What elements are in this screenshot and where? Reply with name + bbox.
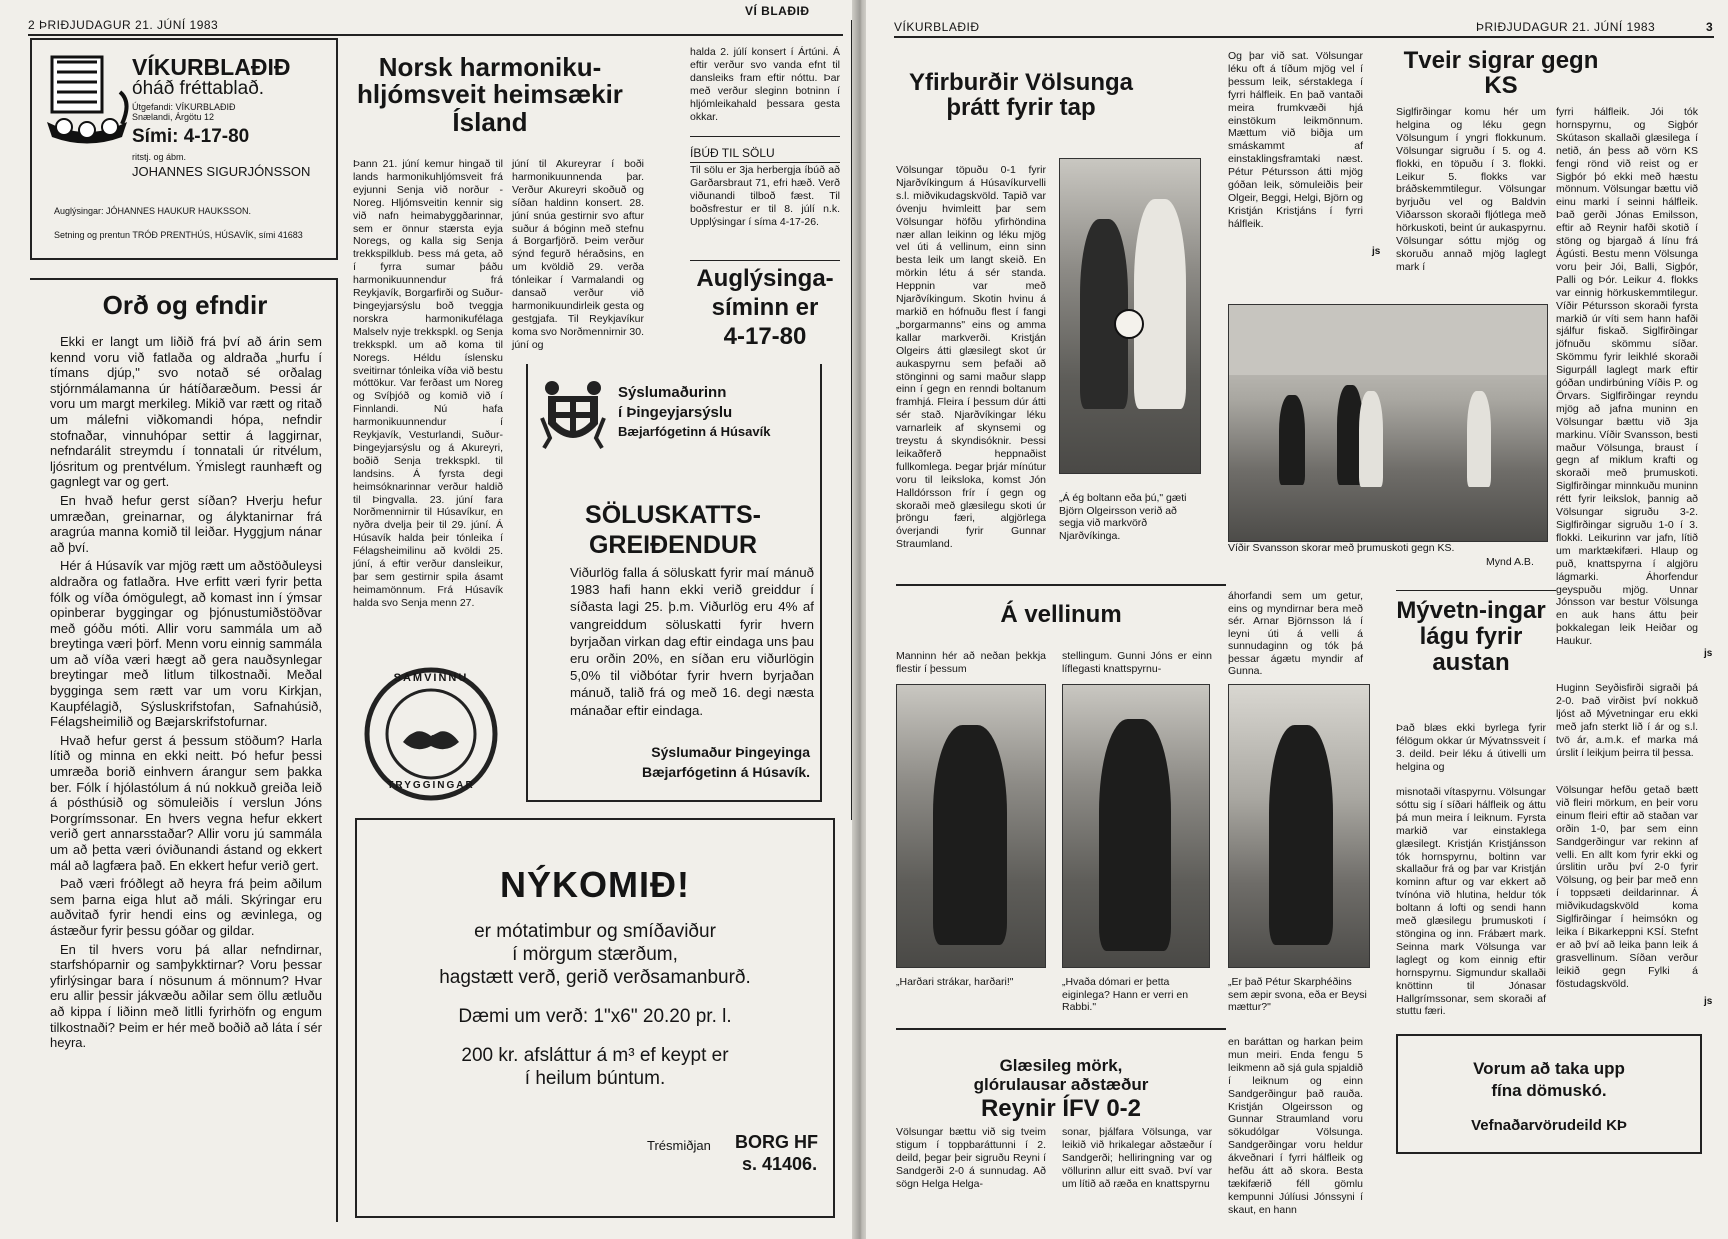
nykomid-body bbox=[357, 920, 833, 1090]
vellinum-caption-3: „Er það Pétur Skarphéðins sem æpir svona, eða er Beysi mættur?" bbox=[1228, 976, 1367, 1013]
nykomid-ad bbox=[355, 818, 835, 1218]
tveir-photo-credit: Mynd A.B. bbox=[1486, 556, 1534, 568]
reynir-headline-1: Glæsileg mörk, bbox=[999, 1056, 1123, 1075]
player-figure bbox=[1134, 199, 1186, 409]
myvetningar-headline: Mývetn-ingar lágu fyrir austan bbox=[1396, 597, 1546, 676]
auglysinga-line2: síminn er bbox=[711, 294, 819, 321]
nykomid-headline: NÝKOMIÐ! bbox=[500, 864, 690, 905]
reynir-col-right: Völsungar hefðu getað bætt við fleiri mörkum, en þeir voru einum fleiri eftir að staðan var orðin 1-0, þar sem einn Sandgerðingur var rekinn af velli. En allt kom fyrir ekki og úrslitin urðu því 2-0 fyrir Völsung, og þeir þar með enn í toppsæti deildarinnar. Á miðvikudagskvöld koma Siglfirðingar í heimsókn og leika í Bikarkeppni KSÍ. Stefnt er að því að leika þann leik á grasvellinum. Síðan verður leikið gegn Fylki á föstudagskvöld. bbox=[1556, 784, 1698, 990]
masthead-editor-label: ritstj. og ábm. bbox=[132, 152, 187, 162]
reynir-headline-block bbox=[896, 1056, 1226, 1124]
soluskatt-sign2: Bæjarfógetinn á Húsavík. bbox=[641, 764, 810, 780]
person-figure bbox=[1099, 719, 1171, 951]
vellinum-photo-1 bbox=[896, 684, 1046, 968]
right-page bbox=[866, 0, 1728, 1239]
masthead-phone: Sími: 4-17-80 bbox=[132, 126, 250, 147]
yfirburdir-col1: Völsungar töpuðu 0-1 fyrir Njarðvíkingum á Húsavíkurvelli s.l. miðvikudagskvöld. Tapið var óvenju hvimleitt þar sem Völsungar höfðu yfirhöndina nær allan leikinn og léku mjög vel úti á vellinum, einn sinn besta leik um langt skeið. En mörkin létu á sér standa. Heppnin var með Njarðvíkingum. Skotin hvinu á markið en hófnuðu flest í fangi „borgarmanns" eins og amma kallar markverði. Kristján Olgeirs átti glæsilegt skot úr aukaspyrnu sem þefaði að stönginni og sami maður slapp einn í gegn en renndi boltanum framhjá. Fleira í þessum dúr átti sér stað. Njarðvíkingar léku varnarleik af skynsemi og treystu á skyndisóknir. Þessi leikaðferð heppnaðist fullkomlega. Þegar þrjár mínútur voru til leiksloka, komst Jón Halldórsson frír í gegn og skoraði með glæsilegu skoti úr þröngu færi, algjörlega óverjandi fyrir Gunnar Straumland. bbox=[896, 164, 1046, 551]
ibud-heading: ÍBÚÐ TIL SÖLU bbox=[690, 146, 775, 160]
masthead-printing: Setning og prentun TRÓÐ PRENTHÚS, HÚSAVÍK, sími 41683 bbox=[54, 230, 303, 240]
soluskatt-sign1: Sýslumaður Þingeyinga bbox=[651, 744, 810, 760]
masthead-fragment: VÍ BLAÐIÐ bbox=[745, 4, 810, 18]
player-figure bbox=[1359, 391, 1383, 487]
vellinum-intro-right: áhorfandi sem um getur, eins og myndirnar bera með sér. Arnar Björnsson lá í leyni úti á velli á sunnudaginn og tók þá þessar ágætu myndir af Gunna. bbox=[1228, 590, 1363, 677]
player-figure bbox=[1467, 391, 1491, 487]
nykomid-sign-prefix: Trésmiðjan bbox=[647, 1138, 711, 1153]
masthead-publisher: Útgefandi: VÍKURBLAÐIÐ bbox=[132, 102, 236, 112]
nykomid-sign-phone: s. 41406. bbox=[742, 1154, 818, 1174]
vellinum-photo-2 bbox=[1062, 684, 1210, 968]
page-number: 3 bbox=[1706, 20, 1714, 34]
tveir-col2: fyrri hálfleik. Jói tók hornspyrnu, og Sigþór Skútason skallaði glæsilega í netið, án þess að vörn KS fengi rönd við reist og er Sigþór þó ekki með hæstu mönnum. Völsungar bættu við einu marki í seinni hálfleik. Það gerði Jónas Emilsson, eftir að Reynir hafði skotið í stöng og bjargað á línu frá Ágústi. Bestu menn Völsunga voru þeir Jói, Balli, Sigþór, Palli og Þór. Leikur 4. flokks var einnig hörkuskemmtilegur. Víðir Pétursson skoraði fyrsta markið úr víti sem hann hafði sjálfur fiskað. Siglfirðingar jöfnuðu skömmu síðar. Skömmu fyrir leikhlé skoraði Sigurpáll laglegt mark eftir góðan undirbúning Víðis P. og Örvars. Siglfirðingar reyndu mjög að jafna muninn en Völsungar bættu við 3ja markinu. Víðir Svansson, besti maður Völsunga, braust í gegn af miklum krafti og skoraði með þrumuskoti. Siglfirðingar minnkuðu muninn rétt fyrir leikslok, þannig að Völsungar sigruðu 3-2. Siglfirðingar sigruðu 1-0 í 3. flokki. Leikurinn var jafn, lítið um marktækifæri. Hlaup og puð, knattspyrna í algjöru lágmarki. Áhorfendur geyspuðu mjög. Unnar Jónsson var bestur Völsunga en auk hans áttu þeir þokkalegan leik Heiðar og Haukur. bbox=[1556, 106, 1698, 648]
tveir-photo-caption: Víðir Svansson skorar með þrumuskoti gegn KS. bbox=[1228, 542, 1455, 554]
soluskatt-body: Viðurlög falla á söluskatt fyrir maí mánuð 1983 hafi hann ekki verið greiddur í síðasta lagi 25. þ.m. Viðurlög eru 4% af vangreiddum söluskatti fyrir hvern byrjaðan virkan dag eftir eindaga uns þau eru orðin 20%, en síðan eru viðurlögin 5,0% til viðbótar fyrir hvern byrjaðan mánuð, talið frá og með 16. degi næsta mánaðar eftir eindaga. bbox=[570, 565, 814, 718]
tveir-photo bbox=[1228, 304, 1548, 542]
masthead-box bbox=[30, 38, 338, 260]
myvetningar-col1: Það blæs ekki byrlega fyrir félögum okkar úr Mývatnssveit í 3. deild. Þeir léku á útivelli um helgina og bbox=[1396, 722, 1546, 773]
person-figure bbox=[1269, 725, 1333, 945]
syslumadur-line3: Bæjarfógetinn á Húsavík bbox=[618, 424, 771, 439]
nykomid-line2: í mörgum stærðum, bbox=[512, 944, 678, 965]
norsk-col3: halda 2. júlí konsert í Ártúni. Á eftir verður svo vanda efnt til dansleiks fram eftir nóttu. Þar með verður sleginn botninn í hljómleikahald þessara gesta okkar. bbox=[690, 46, 840, 123]
auglysinga-box bbox=[690, 264, 840, 351]
nykomid-line1: er mótatimbur og smíðaviður bbox=[474, 921, 716, 942]
samvinnu-top-text: SAMVINNU bbox=[393, 672, 469, 684]
nykomid-sign-name: BORG HF bbox=[735, 1132, 818, 1152]
vellinum-headline: Á vellinum bbox=[1000, 601, 1122, 628]
editorial-paragraph: Hvað hefur gerst á þessum stöðum? Harla lítið og minna en ekki neitt. Þó hefur þessi umræða borið einhvern árangur sem þakka ber. Fólk í hjólastólum á nú nokkuð greiða leið á pósthúsið og sömuleiðis í verslun Jóns Þorgrímssonar. En hvers vegna hefur ekkert verið gert annarsstaðar? Allir voru jú sammála um að þetta væri óviðunandi ástand og ekkert mál að lagfæra það. En ekkert hefur verið gert. bbox=[50, 732, 322, 873]
yfirburdir-photo-caption: „Á ég boltann eða þú," gæti Björn Olgeirsson verið að segja við markvörð Njarðvíkinga. bbox=[1059, 492, 1187, 542]
vorum-line2: fína dömuskó. bbox=[1491, 1081, 1607, 1100]
football-icon bbox=[1114, 309, 1144, 339]
soluskatt-headline: SÖLUSKATTS-GREIÐENDUR bbox=[585, 501, 761, 559]
yfirburdir-headline: Yfirburðir Völsunga þrátt fyrir tap bbox=[908, 69, 1133, 122]
running-head: 2 ÞRIÐJUDAGUR 21. JÚNÍ 1983 bbox=[28, 18, 219, 32]
masthead-address: Snælandi, Árgötu 12 bbox=[132, 112, 215, 122]
vorum-lines bbox=[1398, 1058, 1700, 1102]
editorial-paragraph: En hvað hefur gerst síðan? Hverju hefur umræðan, greinarnar, og ályktanirnar frá aragrúa manna komið til leiðar. Hyggjum nánar að því. bbox=[50, 492, 322, 555]
tveir-headline: Tveir sigrar gegn KS bbox=[1403, 47, 1599, 100]
viking-ship-logo bbox=[42, 52, 132, 152]
nykomid-line6: í heilum búntum. bbox=[524, 1068, 666, 1089]
vellinum-intro-left: Manninn hér að neðan þekkja flestir í þessum bbox=[896, 650, 1046, 675]
editorial-headline: Orð og efndir bbox=[102, 290, 268, 320]
masthead-subtitle: óháð fréttablað. bbox=[132, 78, 265, 99]
reynir-sign2: js bbox=[1704, 996, 1713, 1007]
yfirburdir-col2: Og þar við sat. Völsungar léku oft á tíðum mjög vel í þessum leik, sérstaklega í fyrri hálfleik. En það vantaði meira frumkvæði hjá einstökum leikmönnum. Mættum við biðja um smáskammt af einstaklingsframtaki næst. Pétur Pétursson átti mjög góðan leik, sömuleiðis þeir Olgeir, Beggi, Helgi, Björn og Kristján Kristjáns í fyrri hálfleik. bbox=[1228, 50, 1363, 230]
running-head-right: ÞRIÐJUDAGUR 21. JÚNÍ 1983 bbox=[1476, 20, 1656, 34]
person-figure bbox=[933, 725, 1007, 945]
editorial-paragraph: Hér á Húsavík var mjög rætt um aðstöðuleysi aldraðra og fatlaðra. Hve erfitt væri fyrir þetta fólk og víða ómögulegt, að komast inn í ýmsar opinberar byggingar og þjónustumiðstöðvar með góðu móti. Allir voru sammála um að breytinga væri þörf. Menn voru einnig sammála um að víða væri hægt að gera nauðsynlegar breytingar með litlum tilkostnaði. Meðal bygginga sem rætt var um voru Kirkjan, Kaupfélagið, Sýsluskrifstofan, Safnahúsið, Félagsheimilið og Bæjarskrifstofurnar. bbox=[50, 558, 322, 730]
myvetningar-col2: Huginn Seyðisfirði sigraði þá 2-0. Það virðist því nokkuð ljóst að Mývetningar eru ekki með jafn sterkt lið í ár og s.l. tvö ár, a.m.k. ef marka má úrslit í leikjum þeirra til þessa. bbox=[1556, 682, 1698, 759]
norsk-col2: júní til Akureyrar í boði harmonikuunnenda þar. Verður Akureyri skoðuð og síðan haldinn konsert. 28. júní snúa gestirnir svo aftur suður á bóginn með stefnu á Borgarfjörð. Þeim verður sýnd fegurð héraðsins, en um kvöldið 29. verða tónleikar í Varmalandi og dansað verður við harmonikuundirleik gesta og gestgjafa. Til Reykjavíkur koma svo Norðmennirnir 30. júní og bbox=[512, 158, 644, 351]
samvinnu-logo-box bbox=[355, 660, 507, 810]
yfirburdir-sign: js bbox=[1372, 246, 1381, 257]
syslumadur-ad bbox=[526, 364, 822, 802]
editorial-paragraph: Ekki er langt um liðið frá því að árin sem kennd voru við fatlaða og aldraða „hurfu í tímans djúp," svo notað sé orðalag stjórnmálamanna úr hátíðaræðum. Þessi ár voru um margt merkileg. Mikið var rætt og ritað um málefni viðkomandi hópa, nefndir stofnaðar, vinnuhópar settir á laggirnar, nefndarálit streymdu í tonnatali úr ritvélum, ljósritum og prentvélum. Ýmislegt raunhæft og gagnlegt var og gert. bbox=[50, 334, 322, 490]
vellinum-caption-1: „Harðari strákar, harðari!" bbox=[896, 976, 1014, 988]
reynir-headline-3: Reynir ÍFV 0-2 bbox=[980, 1095, 1142, 1122]
auglysinga-line3: 4-17-80 bbox=[723, 323, 807, 350]
masthead-ads: Auglýsingar: JÓHANNES HAUKUR HAUKSSON. bbox=[54, 206, 252, 216]
norsk-headline: Norsk harmoniku-hljómsveit heimsækir Ísland bbox=[357, 52, 623, 137]
reynir-col-b: sonar, þjálfara Völsunga, var leikið við hrikalegar aðstæður í Sandgerði; helliringning var og völlurinn allur eitt svað. Því var um lítið að ræða en knattspyrnu bbox=[1062, 1126, 1212, 1190]
tveir-sign: js bbox=[1704, 648, 1713, 659]
vorum-ad bbox=[1396, 1034, 1702, 1154]
editorial-paragraph: En til hvers voru þá allar nefndirnar, starfshóparnir og samþykktirnar? Voru þessar yfirlýsingar bara í nösunum á mönnum? Hvar eru allir þessir jákvæðu aðilar sem öllu ætluðu að kippa í liðinn með litlli fyrirhöfn og engum tilkostnaði? Þeim er hér með boðið að láta í sér heyra. bbox=[50, 941, 322, 1051]
nykomid-line5: 200 kr. afsláttur á m³ ef keypt er bbox=[461, 1045, 729, 1066]
running-head-left: VÍKURBLAÐIÐ bbox=[894, 20, 980, 34]
yfirburdir-photo bbox=[1059, 158, 1201, 474]
syslumadur-line2: í Þingeyjarsýslu bbox=[618, 404, 733, 421]
vorum-line1: Vorum að taka upp bbox=[1473, 1059, 1625, 1078]
vellinum-intro-mid: stellingum. Gunni Jóns er einn líflegasti knattspyrnu- bbox=[1062, 650, 1212, 675]
samvinnu-bottom-text: TRYGGINGAR bbox=[387, 780, 475, 791]
vellinum-caption-2: „Hvaða dómari er þetta eiginlega? Hann er verri en Rabbi." bbox=[1062, 976, 1189, 1013]
reynir-headline-2: glórulausar aðstæður bbox=[973, 1075, 1149, 1094]
tveir-col1: Siglfirðingar komu hér um helgina og léku gegn Völsungum í yngri flokkunum. Völsungar sigruðu í 5. og 4. flokki, en töpuðu í 3. flokki. Leikur 5. flokks var bráðskemmtilegur. Völsungar byrjuðu vel og Baldvin Viðarsson skoraði fljótlega með hörkuskoti, beint úr aukaspyrnu. Völsungar sóttu mjög og skoruðu annað mjög laglegt mark í bbox=[1396, 106, 1546, 273]
reynir-col-mid: misnotaði vítaspyrnu. Völsungar sóttu sig í síðari hálfleik og áttu þá mun meira í leiknum. Fyrsta markið var einstaklega glæsilegt. Kristján Kristjánsson tók hornspyrnu, boltinn var skallaður frá og þar var Kristján kominn aftur og var ekkert að tvínóna við hlutina, heldur tók boltann á lofti og sendi hann með glæsilegu þrumuskoti í stöngina og inn. Frábært mark. Seinna mark Völsunga var laglegt og kom einnig eftir hornspyrnu. Sigmundur skallaði knöttinn til Jónasar Hallgrímssonar, sem skoraði af stuttu færi. bbox=[1396, 786, 1546, 1018]
player-figure bbox=[1279, 395, 1305, 485]
vorum-sign: Vefnaðarvörudeild KÞ bbox=[1471, 1117, 1627, 1134]
editorial-body bbox=[50, 334, 322, 1204]
vellinum-photo-3 bbox=[1228, 684, 1370, 968]
left-page bbox=[0, 0, 856, 1239]
norsk-col1: Þann 21. júní kemur hingað til lands harmonikuhljómsveit frá eyjunni Senja við norður - Noreg. Hljómsveitin kennir sig við nafn heimabyggðarinnar, sem er önnur stærsta eyja Noregs, og kalla sig Senja trekkspilklub. Þess má geta, að í fyrra sumar þáðu harmonikuunnendur frá Reykjavík, Borgarfirði og Suður-Þingeyjarsýslu boð tveggja norskra harmonikufélaga Malselv nyje trekkspkl. og Senja trekkspkl. um að koma til Noregs. Héldu íslensku sveitirnar tónleika víða við bestu móttökur. Var ferðast um Noreg og Svíþjóð og komið við í Finnlandi. Nú hafa harmonikuunnendur í Reykjavík, Vesturlandi, Suður-Þingeyjarsýslu og á Akureyri, boðið Senja trekkspkl. til landsins. Á fyrsta degi heimsóknarinnar verður haldið til Þingvalla. 23. júní fara Norðmennirnir til Húsavíkur, en nyðra dvelja þeir til 29. júní. Á Húsavík halda þeir tónleika í Félagsheimilinu að kvöldi 25. júní, á eftir verður dansleikur, þar sem gestirnir spila ásamt heimamönnum. Frá Húsavík halda svo Senja menn 27. bbox=[353, 158, 503, 609]
auglysinga-line1: Auglýsinga- bbox=[696, 265, 834, 292]
nykomid-line3: hagstætt verð, gerið verðsamanburð. bbox=[439, 967, 751, 988]
syslumadur-line1: Sýslumaðurinn bbox=[618, 384, 727, 401]
nykomid-line4: Dæmi um verð: 1"x6" 20.20 pr. l. bbox=[458, 1006, 732, 1027]
reynir-col-top: en baráttan og harkan þeim mun meiri. Enda fengu 5 leikmenn að sjá gula spjaldið í leiknum og einn Sandgerðingur það rauða. Kristján Olgeirsson og Gunnar Straumland voru sökudólgar Völsunga. Sandgerðingar voru heldur ákveðnari í fyrri hálfleik og hefðu átt að skora. Besta tækifærið féll gömlu kempunni Júlíusi Jónssyni í skaut, en hann bbox=[1228, 1036, 1363, 1216]
masthead-editor: JOHANNES SIGURJÓNSSON bbox=[132, 164, 311, 179]
editorial-paragraph: Það væri fróðlegt að heyra frá þeim aðilum sem þarna eiga hlut að máli. Skýringar eru auðvitað fyrir hendi eins og ævinlega, og ástæður fyrir þessu góðar og gildar. bbox=[50, 876, 322, 938]
ibud-text: Til sölu er 3ja herbergja íbúð að Garðarsbraut 71, efri hæð. Verð viðunandi tilboð fæst. Til boðsfrestur er til 8. júlí n.k. Upplýsingar í síma 4-17-26. bbox=[690, 164, 840, 228]
coat-of-arms-icon bbox=[540, 378, 606, 454]
masthead-title: VÍKURBLAÐIÐ bbox=[132, 54, 291, 80]
reynir-col-a: Völsungar bættu við sig tveim stigum í toppbaráttunni í 2. deild, þegar þeir sigruðu Reyni í Sandgerði 2-0 á sunnudag. Að sögn Helga Helga- bbox=[896, 1126, 1046, 1190]
